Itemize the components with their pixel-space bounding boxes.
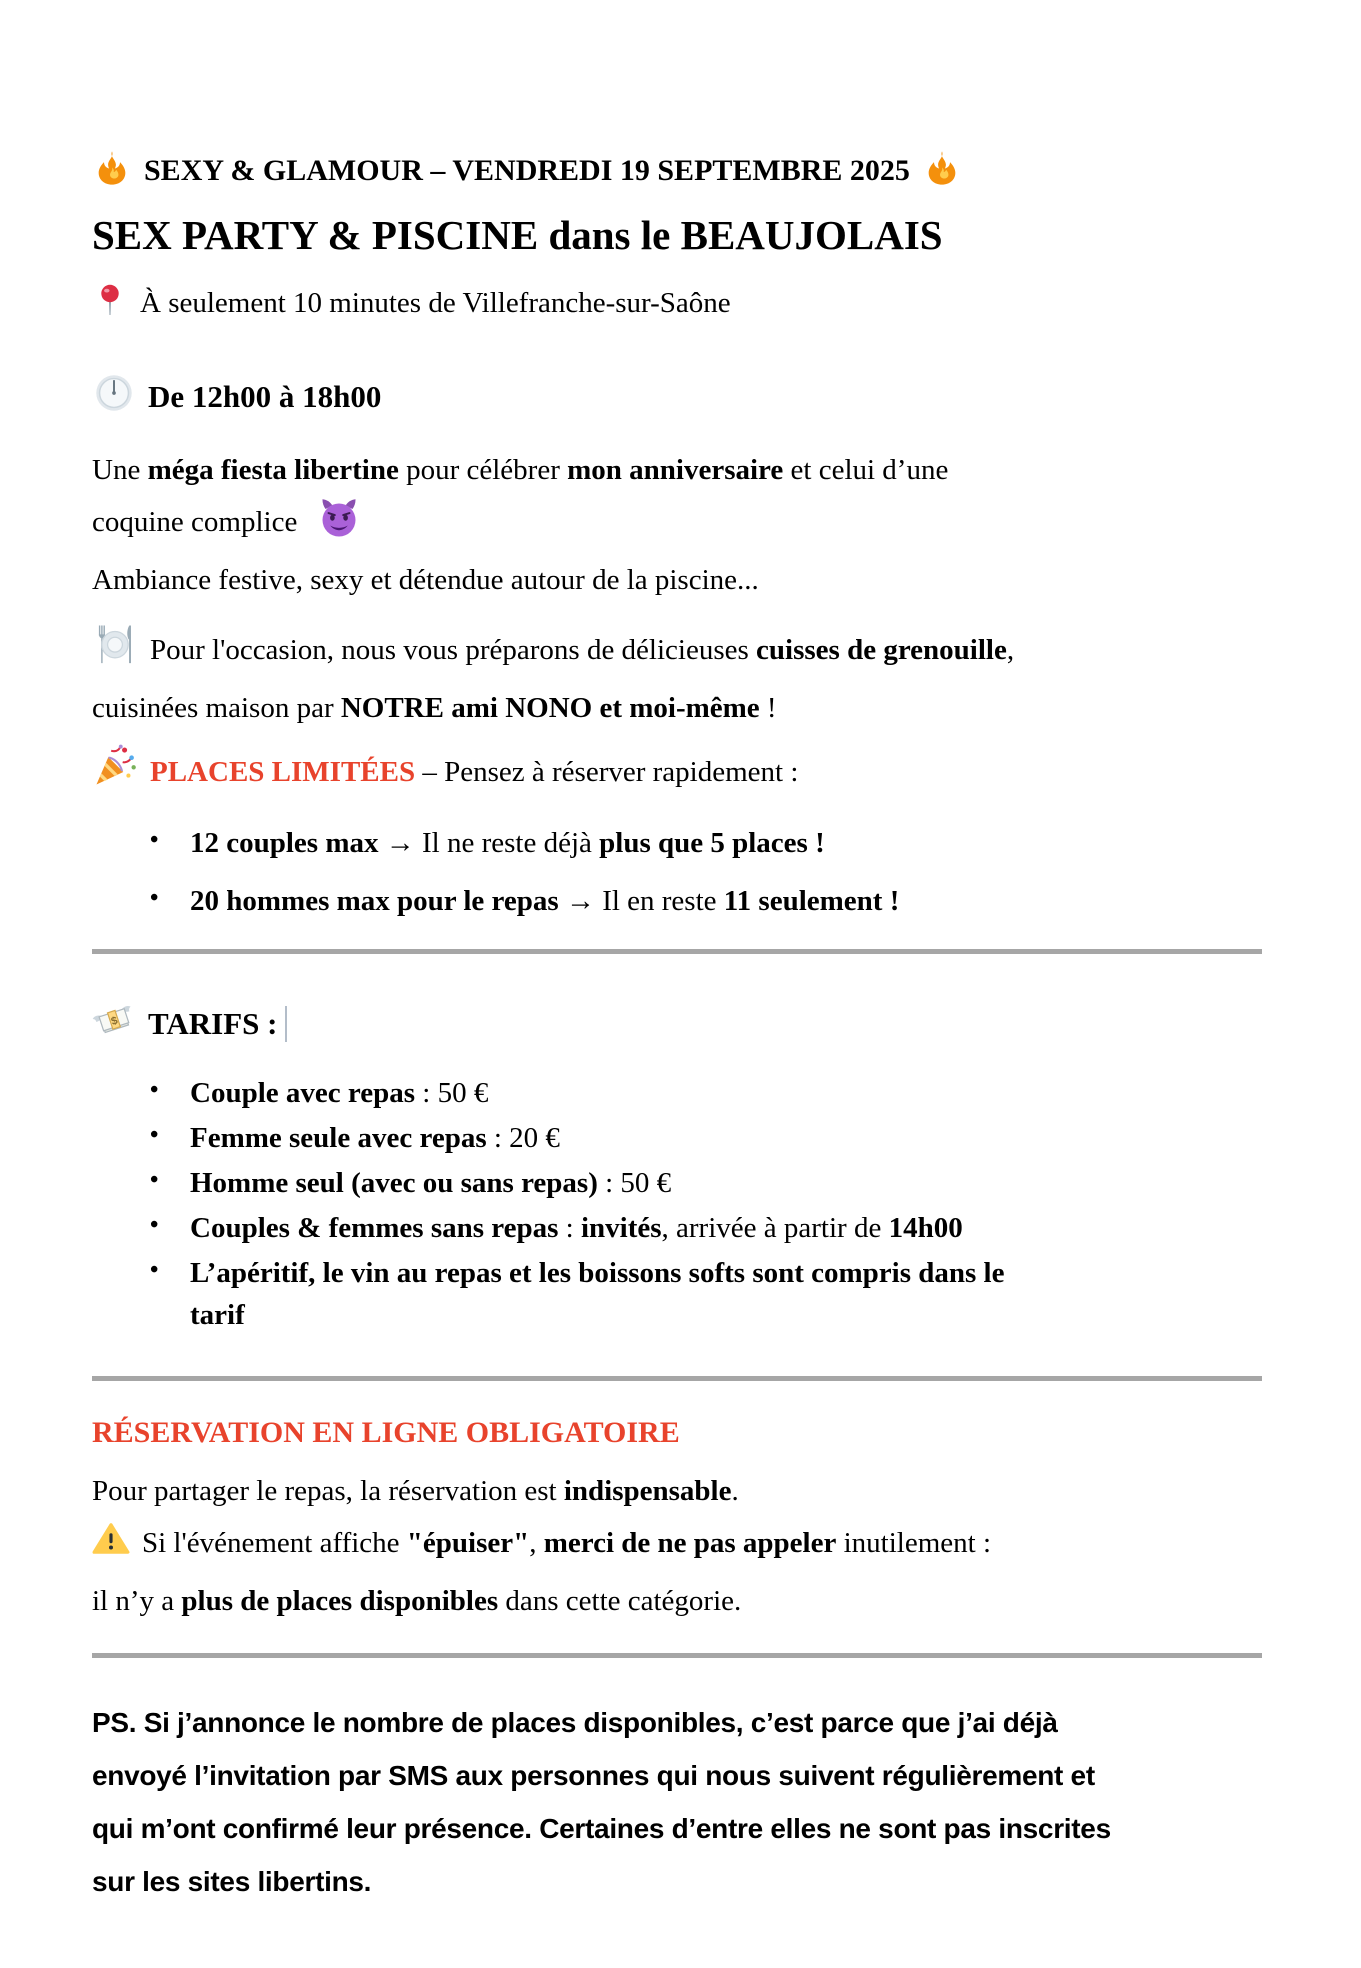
devil-smile-icon [317,495,361,555]
food-line-2: cuisinées maison par NOTRE ami NONO et moi-même ! [92,692,777,724]
fire-icon [92,148,132,201]
postscript-line-4: sur les sites libertins. [92,1866,372,1897]
tarifs-list [92,1072,1262,1336]
places-heading [92,743,1262,805]
section-divider [92,1653,1262,1658]
food-line-1 [92,621,1262,683]
places-heading-text: PLACES LIMITÉES – Pensez à réserver rapidement : [150,756,799,788]
places-list [92,821,1262,923]
money-with-wings-icon [92,998,136,1058]
postscript-line-3: qui m’ont confirmé leur présence. Certaines d’entre elles ne sont pas inscrites [92,1813,1111,1844]
postscript-line-2: envoyé l’invitation par SMS aux personnes qui nous suivent régulièrement et [92,1760,1095,1791]
time-text: De 12h00 à 18h00 [148,379,382,414]
pushpin-icon [92,282,128,331]
location-line [92,281,1262,331]
time-line [92,371,1262,429]
intro-line-2-text: coquine complice [92,506,305,538]
postscript-line-1: PS. Si j’annonce le nombre de places disponibles, c’est parce que j’ai déjà [92,1707,1058,1738]
list-item: • Couple avec repas : 50 € [92,1072,1262,1114]
reservation-line-3: il n’y a plus de places disponibles dans cette catégorie. [92,1585,742,1617]
postscript-paragraph [92,1696,1262,1908]
event-kicker [92,148,1262,201]
list-item: • Couples & femmes sans repas : invités, arrivée à partir de 14h00 [92,1207,1262,1249]
section-divider [92,1376,1262,1381]
reservation-line-2 [92,1517,1262,1575]
fire-icon [922,148,962,201]
svg-text:$: $ [109,1014,120,1028]
tarifs-heading [92,998,1262,1058]
list-item: • Homme seul (avec ou sans repas) : 50 € [92,1162,1262,1204]
intro-paragraph [92,445,1262,605]
reservation-line-1: Pour partager le repas, la réservation est indispensable. [92,1475,739,1507]
list-item: • Femme seule avec repas : 20 € [92,1117,1262,1159]
tarifs-heading-text: TARIFS : [148,1006,278,1041]
food-paragraph [92,621,1262,733]
list-item: • 12 couples max → Il ne reste déjà plus que 5 places ! [92,821,1262,865]
reservation-heading: RÉSERVATION EN LIGNE OBLIGATOIRE [92,1416,680,1449]
intro-line-1: Une méga fiesta libertine pour célébrer mon anniversaire et celui d’une [92,454,949,486]
clock-icon [92,371,136,429]
party-popper-icon [92,743,138,805]
list-item: • L’apéritif, le vin au repas et les boissons softs sont compris dans le tarif [92,1252,1262,1336]
page-title: SEX PARTY & PISCINE dans le BEAUJOLAIS [92,212,943,258]
plate-fork-knife-icon [92,621,138,683]
text-cursor [285,1006,287,1042]
kicker-text: SEXY & GLAMOUR – VENDREDI 19 SEPTEMBRE 2025 [144,154,910,187]
location-text: À seulement 10 minutes de Villefranche-sur-Saône [140,287,731,319]
intro-line-2 [92,495,1262,555]
reservation-line-2-text: Si l'événement affiche "épuiser", merci de ne pas appeler inutilement : [142,1527,992,1559]
intro-line-3: Ambiance festive, sexy et détendue autour de la piscine... [92,564,759,596]
section-divider [92,949,1262,954]
food-line-1-text: Pour l'occasion, nous vous préparons de délicieuses cuisses de grenouille, [150,634,1015,666]
warning-icon [92,1520,130,1575]
list-item: • 20 hommes max pour le repas → Il en reste 11 seulement ! [92,879,1262,923]
